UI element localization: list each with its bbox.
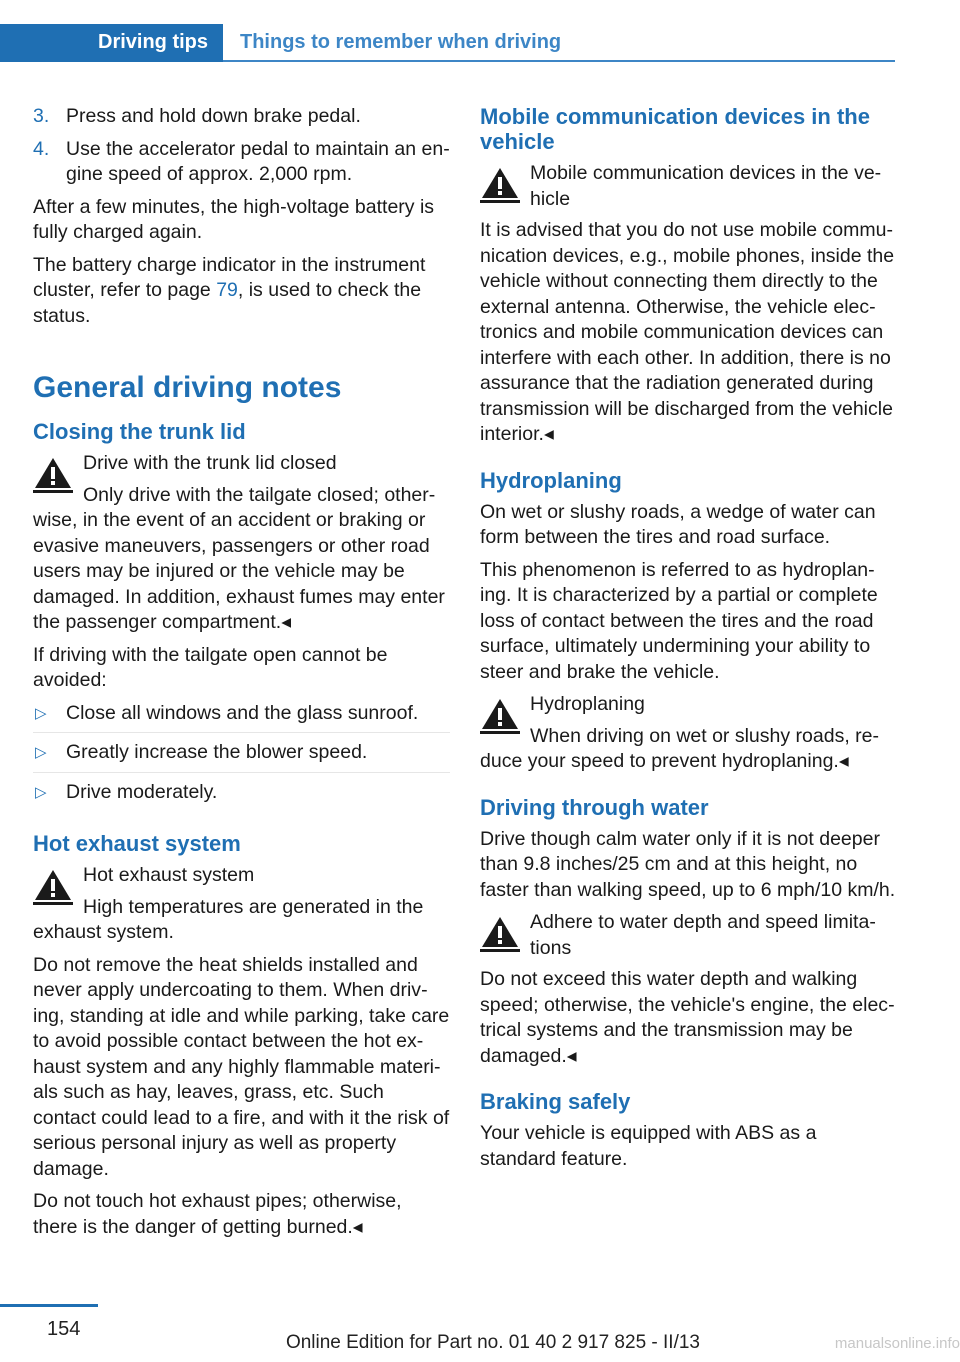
bullet-list [33,701,450,812]
step-text: Press and hold down brake pedal. [66,105,361,127]
warning-body: It is advised that you do not use mobile communication devices, e.g., mobile phones, inside the vehicle without connecting them directly to the external antenna. Otherwise, the vehicle electronics and mobile communication devices can interfere with each other. In addition, there is no assurance that the radiation generated during transmission will be discharged from the vehicle interior.◂ [480,219,895,445]
paragraph-water-depth: Drive though calm water only if it is not deeper than 9.8 inches/25 cm and at this height, no faster than walking speed, up to 6 mph/10 km/h. [480,827,896,901]
warning-triangle-icon [33,455,73,493]
bullet-text: Greatly increase the blower speed. [66,741,368,763]
paragraph-heat-shields: Do not remove the heat shields installed and never apply undercoating to them. When driving, standing at idle and while parking, take care to avoid possible contact between the hot exhaust system and any highly flammable materials such as hay, leaves, grass, etc. Such contact could lead to a fire, and with it the risk of serious personal injury as well as property damage. [33,953,450,1180]
bullet-item [33,780,450,812]
step-number: 4. [33,137,50,160]
triangle-bullet-icon: ▷ [35,744,47,761]
triangle-bullet-icon: ▷ [35,704,47,722]
page-header [0,0,895,62]
warning-body: High temperatures are generated in the exhaust system. [33,895,424,943]
step-item [33,137,450,188]
heading-hot-exhaust-system: Hot exhaust system [33,831,241,856]
bullet-item [33,740,450,773]
warning-hydroplaning [480,692,897,775]
heading-general-driving-notes: General driving notes [33,371,342,404]
paragraph-hydro-wedge: On wet or slushy roads, a wedge of water can form between the tires and road surface. [480,500,876,548]
heading-mobile-communication: Mobile communication devices in the vehicle [480,104,870,154]
paragraph-exhaust-pipes: Do not touch hot exhaust pipes; otherwise, there is the danger of getting burned.◂ [33,1190,402,1238]
indicator-text-after: , is used to check the status. [33,279,422,327]
paragraph-indicator [33,253,450,330]
paragraph-hydro-phenomenon: This phenomenon is referred to as hydroplaning. It is characterized by a partial or complete loss of contact between the tires and the road surface, ultimately undermining your ability to steer and brake the vehicle. [480,558,878,683]
warning-trunk [33,451,450,636]
header-rule [223,60,895,62]
heading-driving-through-water: Driving through water [480,794,709,820]
bullet-item [33,701,450,734]
watermark: manualsonline.info [834,1335,960,1352]
step-list [33,104,450,188]
footer-bar [0,1304,98,1307]
edition-note: Online Edition for Part no. 01 40 2 917 825 - II/13 [285,1332,700,1353]
warning-title: Adhere to water depth and speed limitations [530,911,876,959]
subsection-title: Things to remember when driving [240,31,562,53]
step-number: 3. [33,105,50,127]
triangle-bullet-icon: ▷ [35,783,47,801]
warning-triangle-icon [33,867,73,905]
step-text: Use the accelerator pedal to maintain an engine speed of approx. 2,000 rpm. [66,137,450,185]
step-item [33,104,450,130]
heading-closing-trunk-lid: Closing the trunk lid [33,419,246,444]
page-number: 154 [47,1318,81,1340]
warning-water [480,910,897,1069]
bullet-text: Close all windows and the glass sunroof. [66,701,419,724]
paragraph-tailgate-open: If driving with the tailgate open cannot be avoided: [33,643,388,691]
bullet-text: Drive moderately. [66,780,218,803]
warning-body: Do not exceed this water depth and walking speed; otherwise, the vehicle's engine, the electrical systems and the transmission may be damaged.◂ [480,968,895,1067]
paragraph-braking: Your vehicle is equipped with ABS as a standard feature. [480,1122,817,1170]
indicator-text-before: The battery charge indicator in the instrument cluster, refer to page [33,253,426,301]
heading-hydroplaning: Hydroplaning [480,467,622,493]
warning-title: Hot exhaust system [83,864,255,886]
warning-body: Only drive with the tailgate closed; otherwise, in the event of an accident or braking or evasive maneuvers, passengers or other road users may be injured or the vehicle may be damaged. In addition, exhaust fumes may enter the passenger compartment.◂ [33,483,445,633]
warning-exhaust [33,863,450,946]
warning-triangle-icon [480,914,520,952]
paragraph-charged: After a few minutes, the high-voltage battery is fully charged again. [33,195,435,243]
warning-body: When driving on wet or slushy roads, reduce your speed to prevent hydroplaning.◂ [480,724,879,772]
warning-title: Mobile communication devices in the vehicle [530,162,882,210]
heading-braking-safely: Braking safely [480,1089,631,1114]
page-link-79[interactable]: 79 [216,279,238,301]
warning-title: Drive with the trunk lid closed [83,452,337,474]
right-column [480,104,897,1179]
left-column [33,104,450,1247]
warning-triangle-icon [480,165,520,203]
section-tab: Driving tips [0,24,223,62]
warning-title: Hydroplaning [530,693,645,715]
warning-mobile [480,161,897,448]
warning-triangle-icon [480,696,520,734]
